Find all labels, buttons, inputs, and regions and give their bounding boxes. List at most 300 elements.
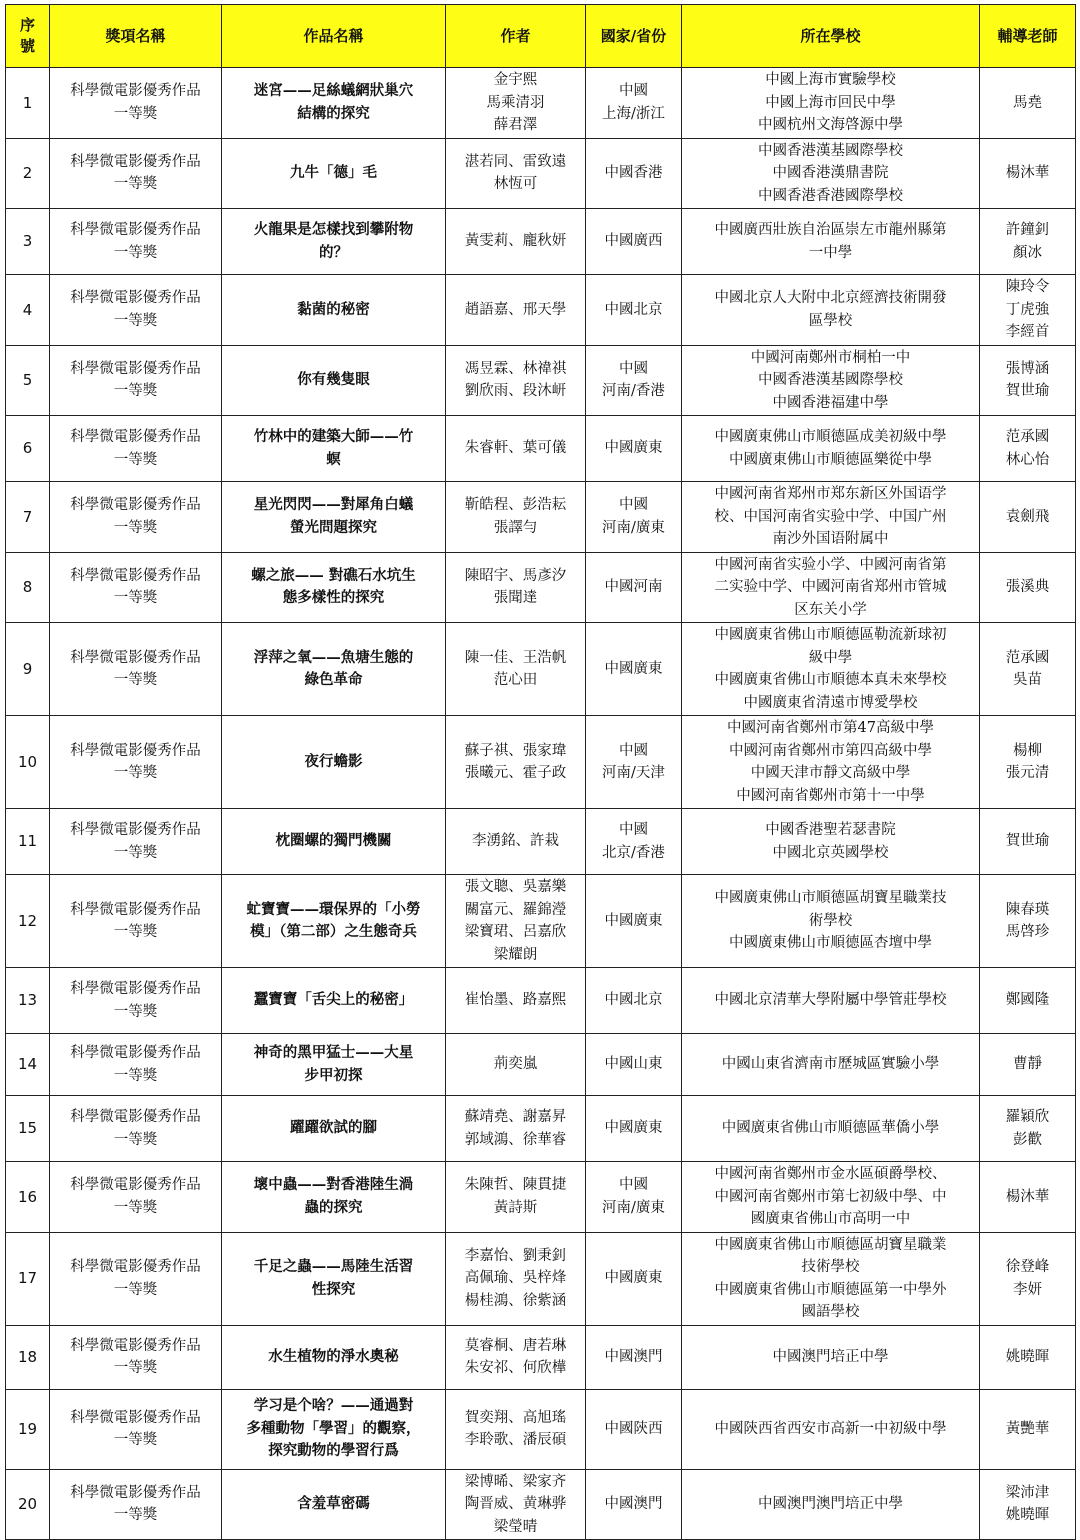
cell-region bbox=[586, 209, 682, 275]
cell-work-line: 綠色革命 bbox=[304, 671, 363, 688]
cell-schools-line: 校、中国河南省实验中学、中国广州 bbox=[714, 508, 947, 525]
cell-authors-line: 蘇靖堯、謝嘉昇 bbox=[464, 1109, 567, 1125]
cell-teachers bbox=[980, 875, 1076, 968]
cell-schools-line: 中國廣東省佛山市順德本真未來學校 bbox=[714, 672, 947, 688]
cell-teachers bbox=[980, 345, 1076, 416]
cell-award-line: 科學微電影優秀作品 bbox=[70, 290, 201, 307]
cell-authors-line: 高佩瑜、吳梓烽 bbox=[464, 1270, 567, 1287]
cell-schools-line: 中國澳門澳門培正中學 bbox=[758, 1496, 903, 1512]
cell-work-line: 的？ bbox=[319, 243, 348, 261]
cell-award-line: 科學微電影優秀作品 bbox=[70, 1109, 201, 1125]
cell-work-line: 螢光問題探究 bbox=[290, 518, 377, 536]
cell-schools bbox=[682, 1096, 980, 1162]
cell-teachers-line: 楊柳 bbox=[1013, 742, 1042, 759]
cell-authors bbox=[446, 209, 586, 275]
cell-schools bbox=[682, 275, 980, 346]
cell-award-line: 科學微電影優秀作品 bbox=[70, 567, 201, 584]
cell-schools bbox=[682, 416, 980, 482]
cell-teachers-line: 賀世瑜 bbox=[1005, 833, 1050, 850]
table-row bbox=[6, 552, 1076, 623]
cell-work bbox=[222, 968, 446, 1034]
table-row bbox=[6, 1232, 1076, 1325]
cell-schools bbox=[682, 552, 980, 623]
cell-award-line: 一等獎 bbox=[113, 672, 158, 688]
cell-teachers-line: 范承國 bbox=[1005, 429, 1050, 445]
cell-work-line: 躍躍欲試的腳 bbox=[290, 1119, 377, 1137]
cell-schools-line: 中國香港香港國際學校 bbox=[758, 187, 903, 204]
cell-authors bbox=[446, 968, 586, 1034]
cell-schools bbox=[682, 209, 980, 275]
cell-award-line: 科學微電影優秀作品 bbox=[70, 1484, 201, 1501]
cell-schools-line: 技術學校 bbox=[801, 1259, 860, 1275]
cell-work-line: 夜行蟾影 bbox=[304, 752, 363, 770]
cell-award-line: 一等獎 bbox=[113, 1131, 158, 1148]
cell-teachers-line: 馬啓珍 bbox=[1005, 924, 1050, 940]
cell-work-line: 学习是个啥？——通過對 bbox=[253, 1397, 414, 1415]
cell-region bbox=[586, 275, 682, 346]
cell-no bbox=[6, 1469, 50, 1540]
cell-no bbox=[6, 482, 50, 553]
cell-schools-line: 中國香港漢基國際學校 bbox=[758, 142, 903, 159]
cell-authors-line: 朱陳哲、陳貫捷 bbox=[464, 1177, 567, 1194]
cell-schools-line: 中國香港漢基國際學校 bbox=[758, 372, 903, 388]
cell-teachers bbox=[980, 809, 1076, 875]
cell-teachers-line: 楊沐華 bbox=[1005, 165, 1050, 181]
cell-teachers bbox=[980, 968, 1076, 1034]
cell-teachers bbox=[980, 209, 1076, 275]
cell-work-line: 含羞草密碼 bbox=[297, 1495, 370, 1512]
cell-schools-line: 中國北京人大附中北京經濟技術開發 bbox=[714, 290, 947, 307]
cell-schools-line: 國語學校 bbox=[801, 1304, 860, 1320]
cell-schools-line: 中國山東省濟南市歷城區實驗小學 bbox=[721, 1056, 940, 1073]
cell-region-line: 中國香港 bbox=[604, 165, 663, 181]
cell-authors bbox=[446, 482, 586, 553]
cell-teachers bbox=[980, 1469, 1076, 1540]
cell-award bbox=[50, 1325, 222, 1389]
cell-no-line: 19 bbox=[17, 1419, 38, 1438]
cell-work-line: 迷宮——足絲蟻網狀巢穴 bbox=[253, 82, 414, 100]
cell-work-line: 蠶寶寶「舌尖上的秘密」 bbox=[253, 991, 414, 1009]
cell-no bbox=[6, 345, 50, 416]
cell-region bbox=[586, 1096, 682, 1162]
cell-authors bbox=[446, 138, 586, 209]
cell-work bbox=[222, 716, 446, 809]
cell-award bbox=[50, 416, 222, 482]
cell-work-line: 星光閃閃——對犀角白蟻 bbox=[253, 496, 414, 514]
cell-authors-line: 荊奕嵐 bbox=[493, 1056, 538, 1073]
cell-schools-line: 中國河南省实验小学、中國河南省第 bbox=[714, 556, 947, 573]
cell-work-line: 螺之旅—— 對礁石水坑生 bbox=[251, 566, 416, 584]
cell-award-line: 一等獎 bbox=[113, 1507, 158, 1524]
cell-award bbox=[50, 68, 222, 139]
cell-region bbox=[586, 968, 682, 1034]
cell-authors bbox=[446, 68, 586, 139]
cell-authors-line: 李嘉怡、劉秉釗 bbox=[464, 1247, 567, 1264]
cell-award-line: 一等獎 bbox=[113, 1360, 158, 1376]
table-row bbox=[6, 1389, 1076, 1469]
cell-work-line: 步甲初探 bbox=[304, 1066, 363, 1084]
cell-work-line: 千足之蟲——馬陸生活習 bbox=[253, 1258, 414, 1275]
cell-no-line: 18 bbox=[17, 1347, 38, 1366]
table-row bbox=[6, 716, 1076, 809]
cell-schools-line: 中國廣東省佛山市順德區華僑小學 bbox=[721, 1120, 940, 1137]
cell-schools-line: 中國廣西壯族自治區崇左市龍州縣第 bbox=[714, 222, 947, 238]
awards-table bbox=[5, 4, 1076, 1540]
cell-region-line: 上海/浙江 bbox=[602, 105, 665, 122]
cell-no bbox=[6, 809, 50, 875]
cell-work bbox=[222, 552, 446, 623]
cell-region-line: 中國廣東 bbox=[604, 912, 663, 929]
cell-award-line: 科學微電影優秀作品 bbox=[70, 153, 201, 170]
cell-authors-line: 張文聰、吳嘉樂 bbox=[464, 879, 567, 895]
cell-schools bbox=[682, 809, 980, 875]
cell-schools bbox=[682, 1325, 980, 1389]
cell-no-line: 1 bbox=[22, 93, 33, 112]
cell-teachers bbox=[980, 1034, 1076, 1096]
cell-region bbox=[586, 482, 682, 553]
cell-schools-line: 二实验中学、中國河南省郑州市管城 bbox=[714, 579, 947, 595]
table-row bbox=[6, 875, 1076, 968]
cell-region-line: 中國河南 bbox=[604, 579, 663, 595]
cell-region-line: 中國廣西 bbox=[604, 233, 663, 250]
cell-award-line: 一等獎 bbox=[113, 844, 158, 861]
cell-region-line: 中國廣東 bbox=[604, 1270, 663, 1287]
cell-region-line: 中國澳門 bbox=[604, 1496, 663, 1512]
cell-award-line: 科學微電影優秀作品 bbox=[70, 981, 201, 997]
cell-region-line: 中國廣東 bbox=[604, 660, 663, 677]
cell-region bbox=[586, 1469, 682, 1540]
cell-schools-line: 中國河南省郑州市郑东新区外国语学 bbox=[714, 486, 947, 502]
cell-schools-line: 中國廣東省佛山市順德區勒流新球初 bbox=[714, 627, 947, 643]
cell-schools-line: 中國河南省鄭州市第47高級中學 bbox=[727, 720, 934, 736]
cell-schools-line: 中國河南省鄭州市第四高級中學 bbox=[729, 742, 932, 759]
cell-region bbox=[586, 716, 682, 809]
cell-teachers-line: 張博涵 bbox=[1005, 360, 1050, 377]
cell-teachers-line: 張元清 bbox=[1005, 765, 1050, 781]
cell-authors-line: 李聆歌、潘辰碩 bbox=[464, 1432, 567, 1448]
cell-award-line: 科學微電影優秀作品 bbox=[70, 822, 201, 838]
cell-work-line: 神奇的黑甲猛士——大星 bbox=[253, 1044, 414, 1061]
cell-teachers-line: 徐登峰 bbox=[1005, 1259, 1050, 1275]
cell-schools-line: 中國北京清華大學附屬中學管莊學校 bbox=[714, 992, 947, 1009]
cell-no-line: 3 bbox=[22, 232, 33, 251]
cell-authors-line: 梁耀朗 bbox=[493, 946, 538, 963]
cell-no bbox=[6, 1096, 50, 1162]
table-row bbox=[6, 68, 1076, 139]
table-row bbox=[6, 1469, 1076, 1540]
cell-work bbox=[222, 809, 446, 875]
cell-schools-line: 中國上海市回民中學 bbox=[765, 94, 896, 111]
cell-schools-line: 中國天津市靜文高級中學 bbox=[750, 765, 911, 781]
cell-work-line: 蟲的探究 bbox=[304, 1198, 363, 1216]
cell-work bbox=[222, 1162, 446, 1233]
cell-schools-line: 区东关小学 bbox=[794, 601, 867, 618]
cell-authors-line: 陶晋威、黄琳骅 bbox=[464, 1496, 567, 1512]
cell-work-line: 壞中蟲——對香港陸生渦 bbox=[253, 1176, 414, 1194]
cell-schools-line: 中國廣東省佛山市順德區第一中學外 bbox=[714, 1281, 947, 1298]
cell-schools bbox=[682, 623, 980, 716]
cell-award-line: 科學微電影優秀作品 bbox=[70, 1177, 201, 1194]
cell-award-line: 科學微電影優秀作品 bbox=[70, 649, 201, 666]
cell-teachers bbox=[980, 1389, 1076, 1469]
cell-schools-line: 中國香港漢鼎書院 bbox=[772, 165, 889, 181]
cell-authors-line: 蘇子祺、張家瑋 bbox=[464, 742, 567, 759]
cell-region-line: 河南/廣東 bbox=[602, 519, 665, 536]
cell-award bbox=[50, 482, 222, 553]
cell-authors-line: 張曦元、霍子政 bbox=[464, 765, 567, 781]
cell-work-line: 虻寶寶——環保界的「小勞 bbox=[246, 900, 421, 918]
cell-authors bbox=[446, 809, 586, 875]
cell-region bbox=[586, 1232, 682, 1325]
cell-authors-line: 梁寶珺、呂嘉欣 bbox=[464, 924, 567, 940]
cell-work bbox=[222, 275, 446, 346]
cell-authors bbox=[446, 1232, 586, 1325]
cell-authors bbox=[446, 1096, 586, 1162]
cell-teachers-line: 范承國 bbox=[1005, 649, 1050, 666]
cell-award bbox=[50, 1034, 222, 1096]
cell-authors-line: 朱安祁、何欣樺 bbox=[464, 1360, 567, 1376]
cell-work bbox=[222, 1034, 446, 1096]
header-no: 序號 bbox=[6, 5, 50, 68]
cell-award bbox=[50, 968, 222, 1034]
cell-teachers-line: 姚曉暉 bbox=[1005, 1507, 1050, 1524]
cell-authors-line: 梁博晞、梁家齐 bbox=[464, 1473, 567, 1490]
table-row bbox=[6, 482, 1076, 553]
cell-teachers bbox=[980, 1162, 1076, 1233]
cell-work bbox=[222, 482, 446, 553]
cell-award bbox=[50, 275, 222, 346]
cell-authors bbox=[446, 1325, 586, 1389]
cell-award-line: 科學微電影優秀作品 bbox=[70, 429, 201, 445]
header-school: 所在學校 bbox=[682, 5, 980, 68]
table-row bbox=[6, 345, 1076, 416]
cell-schools bbox=[682, 482, 980, 553]
cell-region bbox=[586, 809, 682, 875]
cell-no bbox=[6, 1389, 50, 1469]
header-teacher: 輔導老師 bbox=[980, 5, 1076, 68]
cell-authors-line: 黃雯莉、龐秋妍 bbox=[464, 233, 567, 250]
cell-schools-line: 區學校 bbox=[808, 312, 853, 329]
cell-work-line: 探究動物的學習行爲 bbox=[268, 1442, 399, 1460]
cell-no-line: 10 bbox=[17, 752, 38, 771]
cell-region bbox=[586, 623, 682, 716]
cell-schools-line: 中國廣東省佛山市順德區胡寶星職業 bbox=[714, 1236, 947, 1253]
cell-teachers-line: 姚曉暉 bbox=[1005, 1348, 1050, 1365]
cell-no-line: 4 bbox=[22, 300, 33, 319]
cell-authors-line: 張聞達 bbox=[493, 590, 538, 607]
cell-award-line: 一等獎 bbox=[113, 105, 158, 122]
cell-work bbox=[222, 1469, 446, 1540]
cell-work bbox=[222, 138, 446, 209]
table-row bbox=[6, 623, 1076, 716]
cell-work bbox=[222, 1232, 446, 1325]
cell-schools bbox=[682, 1389, 980, 1469]
cell-schools-line: 中國廣東佛山市順德區樂從中學 bbox=[729, 451, 932, 468]
cell-no-line: 14 bbox=[17, 1055, 38, 1074]
header-region: 國家/省份 bbox=[586, 5, 682, 68]
cell-no bbox=[6, 716, 50, 809]
cell-work bbox=[222, 623, 446, 716]
cell-authors-line: 關富元、羅錦瀅 bbox=[464, 901, 567, 918]
cell-award-line: 科學微電影優秀作品 bbox=[70, 1045, 201, 1061]
cell-region-line: 河南/廣東 bbox=[602, 1199, 665, 1216]
cell-award-line: 科學微電影優秀作品 bbox=[70, 497, 201, 514]
cell-work-line: 性探究 bbox=[311, 1280, 356, 1298]
header-work: 作品名稱 bbox=[222, 5, 446, 68]
cell-no-line: 2 bbox=[22, 164, 33, 182]
cell-region bbox=[586, 1325, 682, 1389]
cell-region-line: 中國 bbox=[619, 360, 648, 377]
cell-region bbox=[586, 68, 682, 139]
cell-authors-line: 薛君澤 bbox=[493, 117, 538, 133]
cell-region-line: 中國 bbox=[619, 742, 648, 759]
cell-region-line: 中國澳門 bbox=[604, 1348, 663, 1365]
cell-schools-line: 國廣東省佛山市高明一中 bbox=[750, 1211, 911, 1227]
cell-authors-line: 楊桂鴻、徐紫涵 bbox=[464, 1292, 567, 1309]
cell-region bbox=[586, 875, 682, 968]
header-row bbox=[6, 5, 1076, 68]
cell-authors-line: 朱睿軒、葉可儀 bbox=[464, 440, 567, 457]
cell-teachers-line: 曹靜 bbox=[1013, 1056, 1042, 1073]
cell-no bbox=[6, 1034, 50, 1096]
cell-authors-line: 莫睿桐、唐若琳 bbox=[464, 1337, 567, 1354]
table-row bbox=[6, 1096, 1076, 1162]
cell-teachers-line: 顏冰 bbox=[1013, 244, 1042, 261]
cell-schools-line: 級中學 bbox=[808, 649, 853, 666]
cell-no-line: 9 bbox=[22, 659, 33, 678]
cell-award-line: 科學微電影優秀作品 bbox=[70, 901, 201, 918]
cell-schools bbox=[682, 138, 980, 209]
cell-no bbox=[6, 1232, 50, 1325]
cell-schools-line: 中國香港福建中學 bbox=[772, 394, 889, 411]
cell-award-line: 一等獎 bbox=[113, 765, 158, 781]
cell-schools-line: 中國廣東佛山市順德區胡寶星職業技 bbox=[714, 890, 947, 907]
cell-authors-line: 梁瑩晴 bbox=[493, 1518, 538, 1535]
cell-award bbox=[50, 1096, 222, 1162]
cell-schools-line: 中國河南省鄭州市金水區碩爵學校、 bbox=[714, 1166, 947, 1182]
cell-teachers-line: 馬堯 bbox=[1013, 94, 1042, 111]
cell-teachers-line: 陳春瑛 bbox=[1005, 901, 1050, 918]
table-row bbox=[6, 1034, 1076, 1096]
cell-work-line: 浮萍之氧——魚塘生態的 bbox=[253, 648, 414, 666]
cell-award bbox=[50, 209, 222, 275]
cell-teachers-line: 吳苗 bbox=[1013, 672, 1042, 688]
cell-no-line: 7 bbox=[22, 507, 33, 526]
cell-region-line: 河南/天津 bbox=[602, 765, 665, 781]
cell-award-line: 科學微電影優秀作品 bbox=[70, 222, 201, 238]
cell-region bbox=[586, 1034, 682, 1096]
cell-schools-line: 中國香港聖若瑟書院 bbox=[765, 822, 896, 838]
cell-teachers bbox=[980, 716, 1076, 809]
cell-teachers-line: 林心怡 bbox=[1005, 451, 1050, 468]
cell-teachers-line: 楊沐華 bbox=[1005, 1188, 1050, 1205]
cell-award-line: 科學微電影優秀作品 bbox=[70, 742, 201, 759]
cell-award bbox=[50, 716, 222, 809]
cell-region-line: 中國廣東 bbox=[604, 1120, 663, 1137]
cell-work-line: 態多樣性的探究 bbox=[282, 589, 385, 607]
cell-authors-line: 崔怡墨、路嘉熙 bbox=[464, 992, 567, 1009]
cell-region bbox=[586, 1162, 682, 1233]
cell-teachers bbox=[980, 482, 1076, 553]
cell-teachers bbox=[980, 1325, 1076, 1389]
table-row bbox=[6, 209, 1076, 275]
cell-work-line: 螟 bbox=[326, 450, 341, 468]
cell-award-line: 一等獎 bbox=[113, 383, 158, 400]
cell-no bbox=[6, 968, 50, 1034]
cell-no-line: 20 bbox=[17, 1495, 38, 1513]
table-body bbox=[6, 68, 1076, 1540]
cell-no-line: 11 bbox=[17, 832, 38, 851]
cell-no bbox=[6, 875, 50, 968]
cell-schools-line: 中國北京英國學校 bbox=[772, 844, 889, 861]
cell-authors bbox=[446, 1389, 586, 1469]
cell-authors-line: 李湧銘、許栽 bbox=[472, 833, 559, 850]
cell-schools-line: 中國上海市實驗學校 bbox=[765, 72, 896, 88]
cell-schools-line: 南沙外国语附属中 bbox=[772, 531, 889, 547]
cell-authors-line: 湛若同、雷致遠 bbox=[464, 153, 567, 170]
cell-schools-line: 中國河南省鄭州市第十一中學 bbox=[736, 787, 925, 804]
cell-region bbox=[586, 1389, 682, 1469]
cell-authors-line: 范心田 bbox=[493, 672, 538, 688]
cell-region-line: 中國 bbox=[619, 83, 648, 100]
cell-authors-line: 郭域鴻、徐華睿 bbox=[464, 1131, 567, 1148]
cell-award-line: 科學微電影優秀作品 bbox=[70, 1337, 201, 1354]
cell-region-line: 北京/香港 bbox=[602, 844, 665, 861]
cell-schools-line: 中國廣東佛山市順德區成美初級中學 bbox=[714, 429, 947, 445]
cell-work bbox=[222, 209, 446, 275]
cell-no bbox=[6, 275, 50, 346]
cell-teachers-line: 陳玲令 bbox=[1005, 279, 1050, 295]
cell-teachers-line: 李妍 bbox=[1013, 1281, 1042, 1298]
cell-work-line: 九牛「德」毛 bbox=[290, 164, 377, 181]
cell-award bbox=[50, 1162, 222, 1233]
cell-region-line: 中國 bbox=[619, 822, 648, 838]
header-author: 作者 bbox=[446, 5, 586, 68]
cell-authors-line: 靳皓程、彭浩耘 bbox=[464, 497, 567, 514]
cell-no bbox=[6, 623, 50, 716]
cell-region-line: 中國陝西 bbox=[604, 1420, 663, 1437]
cell-award-line: 一等獎 bbox=[113, 924, 158, 940]
cell-schools bbox=[682, 1469, 980, 1540]
cell-award bbox=[50, 1389, 222, 1469]
cell-work-line: 模」（第二部）之生態奇兵 bbox=[250, 923, 417, 940]
cell-work bbox=[222, 1096, 446, 1162]
cell-teachers bbox=[980, 1232, 1076, 1325]
cell-work-line: 你有幾隻眼 bbox=[297, 371, 370, 388]
cell-teachers-line: 黃艷華 bbox=[1005, 1420, 1050, 1437]
cell-no bbox=[6, 1325, 50, 1389]
cell-no bbox=[6, 1162, 50, 1233]
cell-region-line: 中國山東 bbox=[604, 1056, 663, 1073]
table-row bbox=[6, 809, 1076, 875]
cell-teachers bbox=[980, 623, 1076, 716]
cell-award-line: 科學微電影優秀作品 bbox=[70, 83, 201, 100]
cell-schools bbox=[682, 875, 980, 968]
cell-region bbox=[586, 416, 682, 482]
cell-region-line: 中國北京 bbox=[604, 992, 663, 1009]
cell-schools-line: 術學校 bbox=[808, 912, 853, 929]
table-row bbox=[6, 968, 1076, 1034]
cell-no bbox=[6, 209, 50, 275]
table-row bbox=[6, 138, 1076, 209]
cell-authors-line: 劉欣雨、段沐岍 bbox=[464, 383, 567, 400]
cell-no-line: 16 bbox=[17, 1187, 38, 1206]
cell-authors bbox=[446, 623, 586, 716]
cell-no-line: 8 bbox=[22, 578, 33, 596]
cell-schools-line: 中國杭州文海啓源中學 bbox=[758, 117, 903, 133]
cell-authors-line: 馮昱霖、林禕祺 bbox=[464, 360, 567, 377]
cell-no bbox=[6, 68, 50, 139]
